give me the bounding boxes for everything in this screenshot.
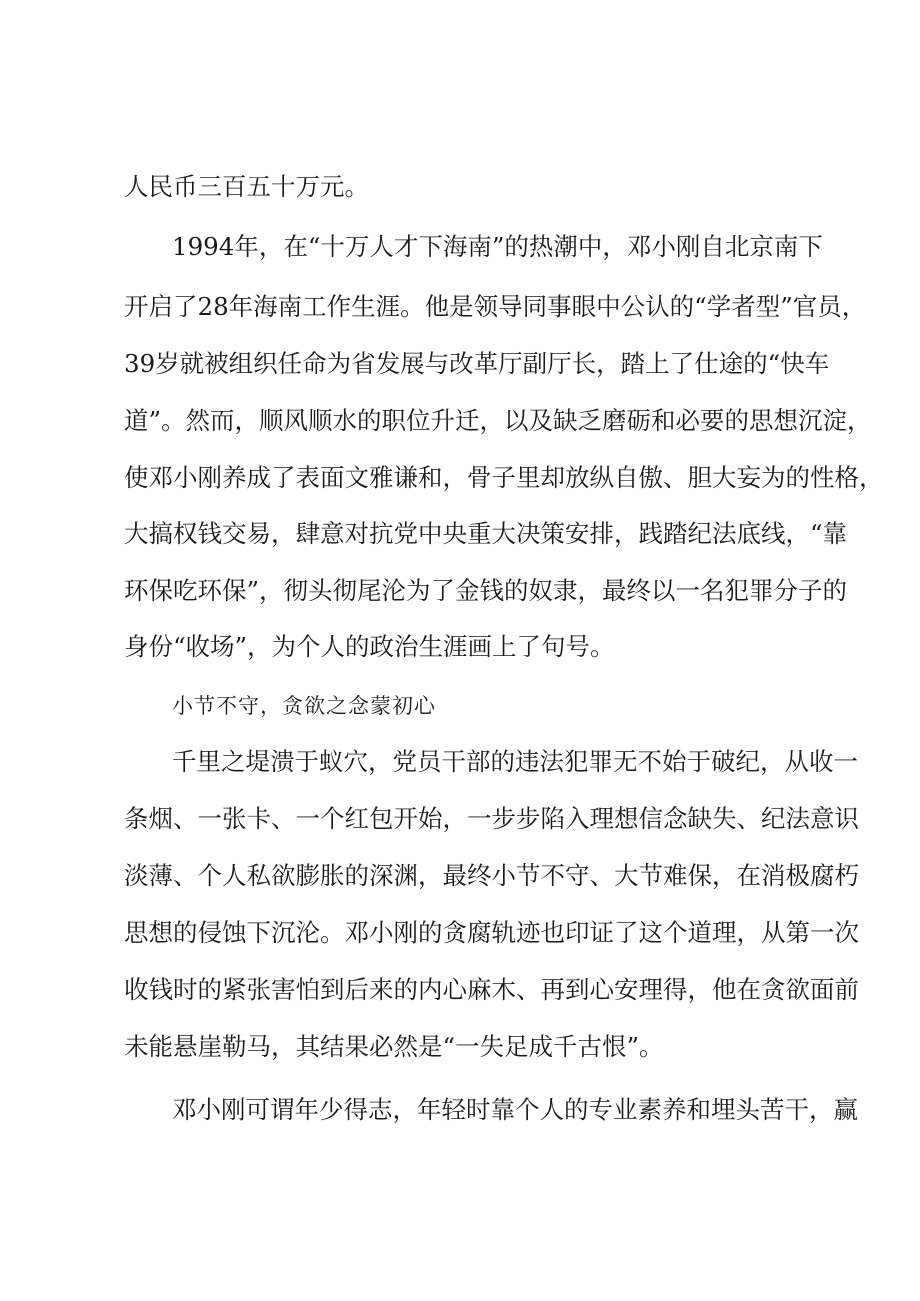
section-heading: 小节不守，贪欲之念蒙初心 bbox=[172, 694, 436, 718]
text-line-14: 思想的侵蚀下沉沦。邓小刚的贪腐轨迹也印证了这个道理，从第一次 bbox=[124, 918, 859, 947]
text-line-3: 开启了28年海南工作生涯。他是领导同事眼中公认的“学者型”官员， bbox=[124, 292, 867, 321]
text-line-5: 道”。然而，顺风顺水的职位升迁，以及缺乏磨砺和必要的思想沉淀， bbox=[124, 406, 872, 435]
text-line-15: 收钱时的紧张害怕到后来的内心麻木、再到心安理得，他在贪欲面前 bbox=[124, 975, 859, 1004]
text-line-12: 条烟、一张卡、一个红包开始，一步步陷入理想信念缺失、纪法意识 bbox=[124, 804, 859, 833]
text-line-4: 39岁就被组织任命为省发展与改革厅副厅长，踏上了仕途的“快车 bbox=[124, 349, 830, 378]
text-line-17: 邓小刚可谓年少得志，年轻时靠个人的专业素养和埋头苦干，赢 bbox=[172, 1095, 858, 1124]
text-line-6: 使邓小刚养成了表面文雅谦和，骨子里却放纵自傲、胆大妄为的性格， bbox=[124, 463, 884, 492]
text-line-13: 淡薄、个人私欲膨胀的深渊，最终小节不守、大节难保，在消极腐朽 bbox=[124, 861, 859, 890]
text-line-9: 身份“收场”，为个人的政治生涯画上了句号。 bbox=[124, 632, 615, 661]
text-line-16: 未能悬崖勒马，其结果必然是“一失足成千古恨”。 bbox=[124, 1032, 664, 1061]
text-line-2: 1994年，在“十万人才下海南”的热潮中，邓小刚自北京南下 bbox=[172, 232, 823, 261]
text-line-7: 大搞权钱交易，肆意对抗党中央重大决策安排，践踏纪法底线，“靠 bbox=[124, 519, 848, 548]
text-line-8: 环保吃环保”，彻头彻尾沦为了金钱的奴隶，最终以一名犯罪分子的 bbox=[124, 576, 848, 605]
text-line-1: 人民币三百五十万元。 bbox=[124, 172, 369, 201]
text-line-11: 千里之堤溃于蚁穴，党员干部的违法犯罪无不始于破纪，从收一 bbox=[172, 747, 858, 776]
